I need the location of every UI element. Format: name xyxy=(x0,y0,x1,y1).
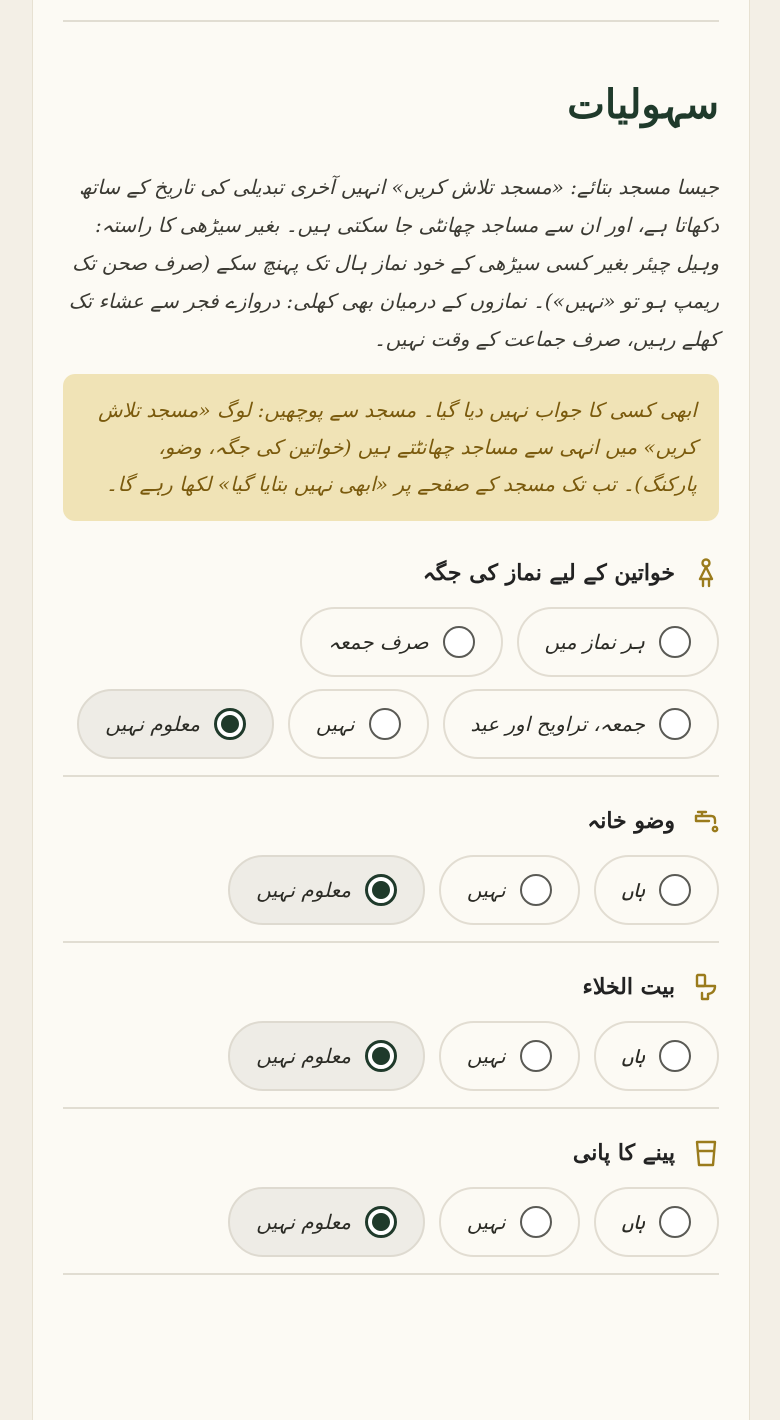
option-label: نہیں xyxy=(467,1044,506,1068)
option-label: معلوم نہیں xyxy=(256,1044,352,1068)
toilet-icon xyxy=(693,972,719,1002)
option-group xyxy=(63,1187,719,1257)
option-group xyxy=(63,855,719,925)
option-pill[interactable] xyxy=(228,855,425,925)
radio-unchecked[interactable] xyxy=(443,626,475,658)
section-title: سہولیات xyxy=(567,81,719,128)
option-label: ہر نماز میں xyxy=(544,630,645,654)
option-pill[interactable] xyxy=(594,1021,719,1091)
option-pill[interactable] xyxy=(439,1187,580,1257)
radio-unchecked[interactable] xyxy=(659,1040,691,1072)
radio-checked[interactable] xyxy=(365,1206,397,1238)
facility-label: پینے کا پانی xyxy=(572,1140,675,1166)
option-group xyxy=(63,607,719,759)
option-pill[interactable] xyxy=(228,1187,425,1257)
facility-item xyxy=(63,521,719,777)
option-label: معلوم نہیں xyxy=(256,1210,352,1234)
option-pill[interactable] xyxy=(594,855,719,925)
facility-item xyxy=(63,777,719,943)
radio-unchecked[interactable] xyxy=(520,1206,552,1238)
facility-label: بیت الخلاء xyxy=(582,974,675,1000)
radio-checked[interactable] xyxy=(365,1040,397,1072)
option-pill[interactable] xyxy=(443,689,719,759)
option-label: جمعہ، تراویح اور عید xyxy=(470,712,645,736)
radio-dot xyxy=(372,1213,390,1231)
facility-item xyxy=(63,943,719,1109)
option-label: معلوم نہیں xyxy=(256,878,352,902)
facilities-section xyxy=(63,60,719,1275)
facility-label: خواتین کے لیے نماز کی جگہ xyxy=(422,560,675,586)
water-glass-icon xyxy=(693,1138,719,1168)
top-divider xyxy=(63,20,719,22)
facility-header xyxy=(63,801,719,841)
radio-unchecked[interactable] xyxy=(659,626,691,658)
option-label: نہیں xyxy=(467,1210,506,1234)
option-group xyxy=(63,1021,719,1091)
option-label: صرف جمعہ xyxy=(328,630,429,654)
radio-checked[interactable] xyxy=(365,874,397,906)
radio-dot xyxy=(372,881,390,899)
radio-checked[interactable] xyxy=(214,708,246,740)
option-pill[interactable] xyxy=(594,1187,719,1257)
faucet-icon xyxy=(693,806,719,836)
option-label: نہیں xyxy=(467,878,506,902)
option-label: ہاں xyxy=(621,878,645,902)
facility-header xyxy=(63,1133,719,1173)
facilities-list xyxy=(63,521,719,1275)
radio-unchecked[interactable] xyxy=(369,708,401,740)
radio-unchecked[interactable] xyxy=(659,708,691,740)
section-description: جیسا مسجد بتائے: «مسجد تلاش کریں» انہیں آخری تبدیلی کی تاریخ کے ساتھ دکھاتا ہے، اور ان سے مساجد چھانٹی جا سکتی ہیں۔ بغیر سیڑھی کا راستہ: وہیل چیئر بغیر کسی سیڑھی کے خود نماز ہال تک پہنچ سکے (صرف صحن تک ریمپ ہو تو «نہیں»)۔ نمازوں کے درمیان بھی کھلی: دروازے فجر سے عشاء تک کھلے رہیں، صرف جماعت کے وقت نہیں۔ xyxy=(68,175,719,351)
option-label: نہیں xyxy=(316,712,355,736)
page-card xyxy=(32,0,750,1420)
radio-unchecked[interactable] xyxy=(520,1040,552,1072)
radio-dot xyxy=(221,715,239,733)
facility-header xyxy=(63,553,719,593)
option-label: معلوم نہیں xyxy=(105,712,200,736)
option-pill[interactable] xyxy=(288,689,429,759)
option-pill[interactable] xyxy=(439,1021,580,1091)
radio-unchecked[interactable] xyxy=(659,1206,691,1238)
radio-unchecked[interactable] xyxy=(520,874,552,906)
facility-header xyxy=(63,967,719,1007)
unanswered-notice: ابھی کسی کا جواب نہیں دیا گیا۔ مسجد سے پوچھیں: لوگ «مسجد تلاش کریں» میں انہی سے مساجد چھانٹتے ہیں (خواتین کی جگہ، وضو، پارکنگ)۔ تب تک مسجد کے صفحے پر «ابھی نہیں بتایا گیا» لکھا رہے گا۔ xyxy=(63,374,719,521)
option-pill[interactable] xyxy=(228,1021,425,1091)
option-label: ہاں xyxy=(621,1044,645,1068)
facility-item xyxy=(63,1109,719,1275)
radio-dot xyxy=(372,1047,390,1065)
option-pill[interactable] xyxy=(517,607,719,677)
option-pill[interactable] xyxy=(77,689,274,759)
facility-label: وضو خانہ xyxy=(587,808,675,834)
option-pill[interactable] xyxy=(439,855,580,925)
option-label: ہاں xyxy=(621,1210,645,1234)
radio-unchecked[interactable] xyxy=(659,874,691,906)
option-pill[interactable] xyxy=(300,607,502,677)
woman-icon xyxy=(693,558,719,588)
